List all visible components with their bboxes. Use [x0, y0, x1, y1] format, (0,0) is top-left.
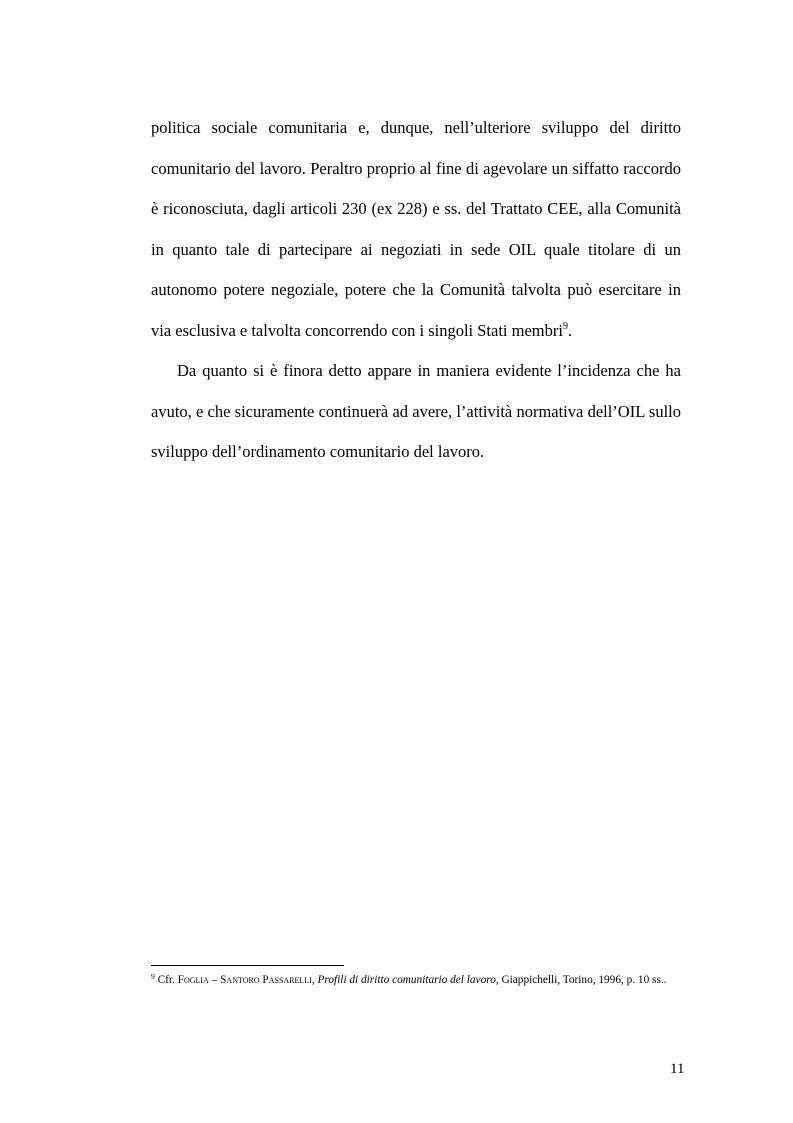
footnote-divider: [151, 965, 344, 966]
body-text: [151, 108, 681, 473]
page-number: 11: [670, 1061, 685, 1077]
footnote-title: Profili di diritto comunitario del lavoro: [317, 974, 496, 986]
footnote-author-1: Foglia: [177, 974, 209, 986]
footnote-reference[interactable]: 9: [562, 320, 568, 332]
footnote-rest: , Giappichelli, Torino, 1996, p. 10 ss..: [495, 974, 667, 986]
paragraph-2: Da quanto si è finora detto appare in maniera evidente l’incidenza che ha avuto, e che sicuramente continuerà ad avere, l’attività normativa dell’OIL sullo sviluppo dell’ordinamento comunitario del lavoro.: [151, 361, 681, 461]
footnote-comma: ,: [311, 974, 318, 986]
footnote: [151, 973, 681, 988]
paragraph-1-end: .: [567, 320, 573, 340]
paragraph-1: [151, 108, 681, 351]
footnote-number: 9: [151, 972, 155, 981]
paragraph-1-text: politica sociale comunitaria e, dunque, nell’ulteriore sviluppo del diritto comunitario del lavoro. Peraltro proprio al fine di agevolare un siffatto raccordo è riconosciuta, dagli articoli 230 (ex 228) e ss. del Trattato CEE, alla Comunità in quanto tale di partecipare ai negoziati in sede OIL quale titolare di un autonomo potere negoziale, potere che la Comunità talvolta può esercitare in via esclusiva e talvolta concorrendo con i singoli Stati membri: [151, 118, 681, 340]
footnote-author-2: Santoro Passarelli: [220, 974, 312, 986]
footnote-separator: –: [208, 974, 221, 986]
footnote-prefix: Cfr.: [154, 974, 178, 986]
